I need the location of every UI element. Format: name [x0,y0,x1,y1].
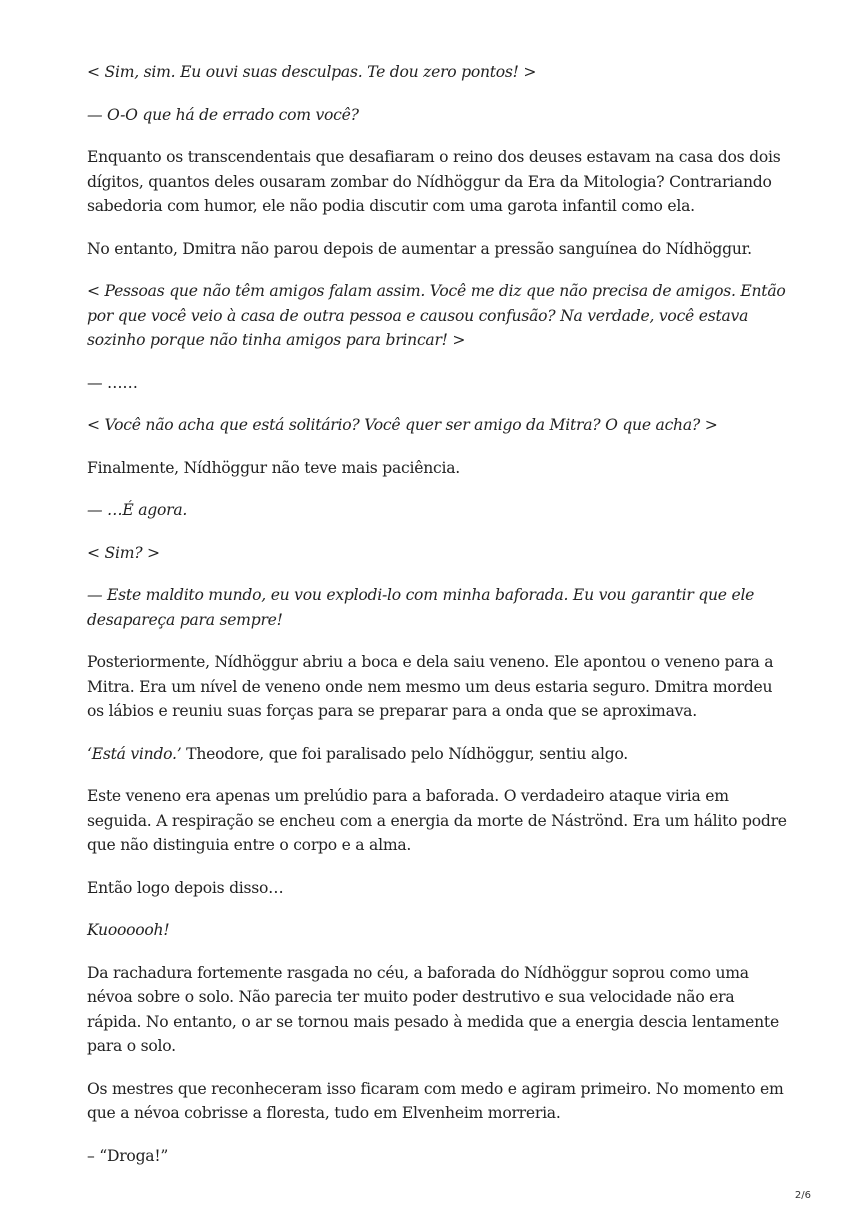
paragraph: Os mestres que reconheceram isso ficaram com medo e agiram primeiro. No momento em que a névoa cobrisse a floresta, tudo em Elvenheim morreria. [87,1079,784,1122]
paragraph: — O-O que há de errado com você? [87,105,359,124]
paragraph: < Pessoas que não têm amigos falam assim. Você me diz que não precisa de amigos. Então por que você veio à casa de outra pessoa e causou confusão? Na verdade, você estava sozinho porque não tinha amigos para brincar! > [87,282,786,349]
document-body [87,60,787,1186]
paragraph: Posteriormente, Nídhöggur abriu a boca e dela saiu veneno. Ele apontou o veneno para a Mitra. Era um nível de veneno onde nem mesmo um deus estaria seguro. Dmitra mordeu os lábios e reuniu suas forças para se preparar para a onda que se aproximava. [87,653,774,720]
paragraph: Da rachadura fortemente rasgada no céu, a baforada do Nídhöggur soprou como uma névoa sobre o solo. Não parecia ter muito poder destrutivo e sua velocidade não era rápida. No entanto, o ar se tornou mais pesado à medida que a energia descia lentamente para o solo. [87,963,779,1055]
paragraph: < Você não acha que está solitário? Você quer ser amigo da Mitra? O que acha? > [87,416,718,434]
paragraph: < Sim, sim. Eu ouvi suas desculpas. Te dou zero pontos! > [87,63,537,81]
page-number: 2/6 [794,1190,811,1201]
paragraph: Este veneno era apenas um prelúdio para a baforada. O verdadeiro ataque viria em seguida. A respiração se encheu com a energia da morte de Náströnd. Era um hálito podre que não distinguia entre o corpo e a alma. [87,787,787,854]
thought-text: ‘Está vindo.’ [87,744,182,763]
paragraph-rest: Theodore, que foi paralisado pelo Nídhöggur, sentiu algo. [181,744,629,763]
paragraph: — Este maldito mundo, eu vou explodi-lo com minha baforada. Eu vou garantir que ele desapareça para sempre! [87,586,755,629]
paragraph: — …É agora. [87,501,188,519]
paragraph: Enquanto os transcendentais que desafiaram o reino dos deuses estavam na casa dos dois dígitos, quantos deles ousaram zombar do Nídhöggur da Era da Mitologia? Contrariando sabedoria com humor, ele não podia discutir com uma garota infantil como ela. [87,148,781,215]
paragraph: < Sim? > [87,543,160,562]
paragraph: — …… [87,373,138,392]
paragraph-mixed [87,742,787,767]
paragraph: Então logo depois disso… [87,878,284,897]
paragraph: – “Droga!” [87,1146,169,1165]
paragraph: No entanto, Dmitra não parou depois de aumentar a pressão sanguínea do Nídhöggur. [87,239,752,258]
paragraph: Finalmente, Nídhöggur não teve mais paciência. [87,458,461,477]
paragraph: Kuoooooh! [87,921,170,939]
